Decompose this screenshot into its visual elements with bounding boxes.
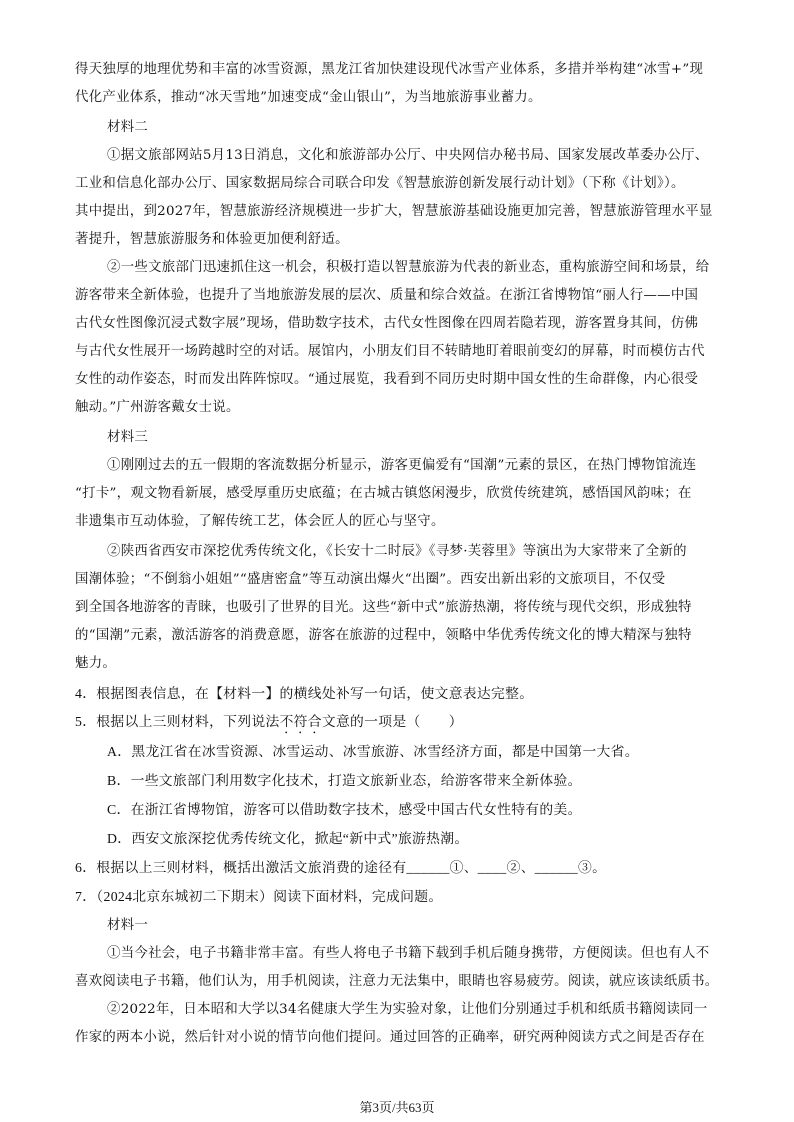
question-text: 5．根据以上三则材料，下列说法 (75, 714, 280, 729)
questions-line: A．黑龙江省在冰雪资源、冰雪运动、冰雪旅游、冰雪经济方面，都是中国第一大省。 (107, 744, 639, 759)
question-text: 文意的一项是（ ） (321, 714, 463, 729)
lines-line: ①刚刚过去的五一假期的客流数据分析显示，游客更偏爱有“国潮”元素的景区，在热门博物馆流连 (107, 458, 697, 473)
lines-line: 代化产业体系，推动“冰天雪地”加速变成“金山银山”，为当地旅游事业蓄力。 (75, 90, 542, 105)
lines-line: 的“国潮”元素，激活游客的消费意愿，游客在旅游的过程中，领略中华优秀传统文化的博大精深与独特 (75, 628, 692, 643)
emphasized-text: 不符合 (279, 714, 322, 729)
lines-line: ①据文旅部网站5月13日消息，文化和旅游部办公厅、中央网信办秘书局、国家发展改革委办公厅、 (107, 148, 709, 163)
lines-line: 女性的动作姿态，时而发出阵阵惊叹。“通过展览，我看到不同历史时期中国女性的生命群像，内心很受 (75, 372, 699, 387)
questions-line: 6．根据以上三则材料，概括出激活文旅消费的途径有______①、____②、______③。 (75, 860, 607, 875)
lines2-line: 喜欢阅读电子书籍，他们认为，用手机阅读，注意力无法集中，眼睛也容易疲劳。阅读，就应该读纸质书。 (75, 974, 719, 989)
lines-line: 其中提出，到2027年，智慧旅游经济规模进一步扩大，智慧旅游基础设施更加完善，智慧旅游管理水平显 (75, 204, 713, 219)
lines-line: 古代女性图像沉浸式数字展”现场，借助数字技术，古代女性图像在四周若隐若现，游客置身其间，仿佛 (75, 316, 699, 331)
lines-line: 材料三 (107, 430, 149, 445)
lines-line: ②陕西省西安市深挖优秀传统文化，《长安十二时辰》《寻梦·芙蓉里》等演出为大家带来了全新的 (107, 544, 687, 559)
lines-line: 触动。”广州游客戴女士说。 (75, 400, 240, 415)
lines-line: 非遗集市互动体验，了解传统工艺，体会匠人的匠心与坚守。 (75, 514, 445, 529)
lines-line: 与古代女性展开一场跨越时空的对话。展馆内，小朋友们目不转睛地盯着眼前变幻的屏幕，时而模仿古代 (75, 344, 705, 359)
lines-line: 到全国各地游客的青睐，也吸引了世界的目光。这些“新中式”旅游热潮，将传统与现代交织，形成独特 (75, 600, 692, 615)
lines2-line: ①当今社会，电子书籍非常丰富。有些人将电子书籍下载到手机后随身携带，方便阅读。但也有人不 (107, 946, 710, 961)
questions-line: B．一些文旅部门利用数字化技术，打造文旅新业态，给游客带来全新体验。 (107, 773, 582, 788)
questions-line (75, 712, 463, 737)
questions-line: 4．根据图表信息，在【材料一】的横线处补写一句话，使文意表达完整。 (75, 686, 534, 701)
lines2-line: 作家的两本小说，然后针对小说的情节向他们提问。通过回答的正确率，研究两种阅读方式之间是否存在 (75, 1030, 705, 1045)
lines-line: 得天独厚的地理优势和丰富的冰雪资源，黑龙江省加快建设现代冰雪产业体系，多措并举构建“冰雪+”现 (75, 62, 704, 77)
lines-line: 著提升，智慧旅游服务和体验更加便利舒适。 (75, 232, 349, 247)
lines2-line: ②2022年，日本昭和大学以34名健康大学生为实验对象，让他们分别通过手机和纸质书籍阅读同一 (107, 1002, 708, 1017)
lines-line: 游客带来全新体验，也提升了当地旅游发展的层次、质量和综合效益。在浙江省博物馆“丽人行——中国 (75, 288, 699, 303)
lines-line: 国潮体验；“不倒翁小姐姐”“盛唐密盒”等互动演出爆火“出圈”。西安出新出彩的文旅项目，不仅受 (75, 572, 666, 587)
lines-line: ②一些文旅部门迅速抓住这一机会，积极打造以智慧旅游为代表的新业态，重构旅游空间和场景，给 (107, 260, 710, 275)
questions-line: D．西安文旅深挖优秀传统文化，掀起“新中式”旅游热潮。 (107, 831, 469, 846)
page-footer: 第3页/共63页 (359, 1100, 435, 1115)
lines-line: 工业和信息化部办公厅、国家数据局综合司联合印发《智慧旅游创新发展行动计划》（下称《计划》）。 (75, 176, 685, 191)
lines-line: “打卡”，观文物看新展，感受厚重历史底蕴；在古城古镇悠闲漫步，欣赏传统建筑，感悟国风韵味；在 (75, 486, 692, 501)
lines-line: 材料二 (107, 120, 149, 135)
questions-line: 7．（2024北京东城初二下期末）阅读下面材料，完成问题。 (75, 889, 443, 904)
lines2-line: 材料一 (107, 918, 149, 933)
lines-line: 魅力。 (75, 656, 117, 671)
questions-line: C．在浙江省博物馆，游客可以借助数字技术，感受中国古代女性特有的美。 (107, 802, 582, 817)
